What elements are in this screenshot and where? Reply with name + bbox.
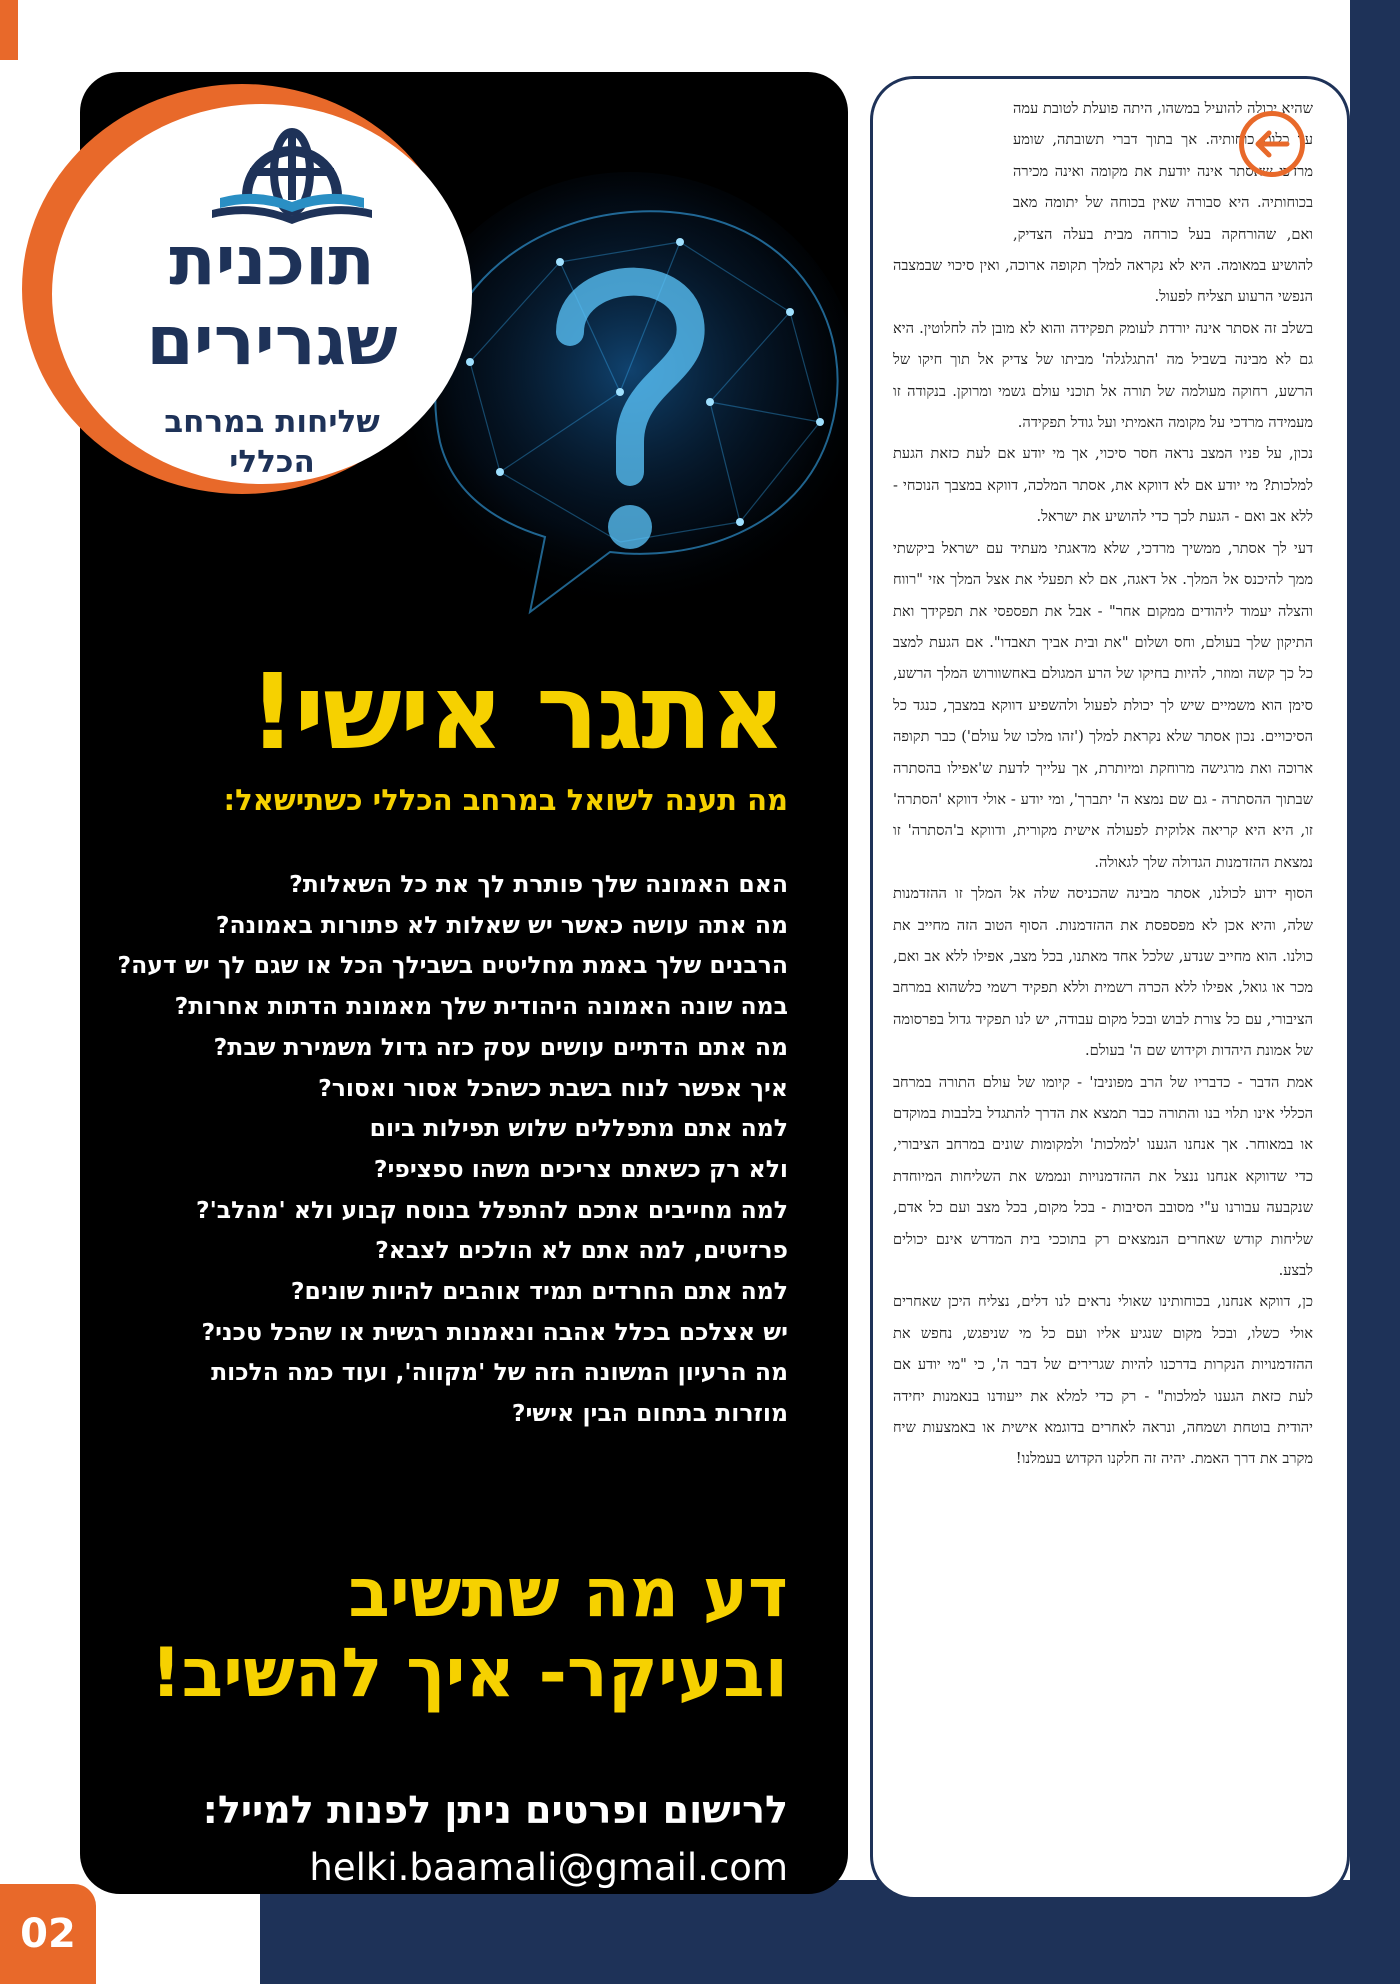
question-item: יש אצלכם בכלל אהבה ונאמנות רגשית או שהכל טכני? xyxy=(201,1317,788,1346)
question-item: מה הרעיון המשונה הזה של 'מקווה', ועוד כמה הלכות xyxy=(211,1358,788,1387)
contact-email-link[interactable]: helki.baamali@gmail.com xyxy=(309,1846,788,1889)
article-paragraph: הסוף ידוע לכולנו, אסתר מבינה שהכניסה שלה אל המלך זו ההזדמנות שלה, והיא אכן לא מפספסת את ההזדמנות. הסוף הטוב הזה מחייב את כולנו. הוא מחייב שנדע, שלכל אחד מאתנו, בכל מצב, אפילו ללא אב ואם, מכר או גואל, אפילו ללא הכרה רשמית וללא תפקיד רשמי כלשהוא במרחב הציבורי, עם כל צורת לבוש ובכל מקום עבודה, יש לנו תפקיד גדול בפרסומה של אמונת היהדות וקידוש שם ה' בעולם. xyxy=(893,885,1313,1060)
question-item: ולא רק כשאתם צריכים משהו ספציפי? xyxy=(373,1154,788,1183)
article-paragraph: כן, דווקא אנחנו, בכוחותינו שאולי נראים לנו דלים, נצליח היכן שאחרים אולי כשלו, ובכל מקום שנגיע אליו ועם כל מי שניפגש, נחפש את ההזדמנויות הנקרות בדרכנו להיות שגרירים של דבר ה', כי "מי יודע אם לעת כזאת הגענו למלכות" - רק כדי למלא את ייעודנו בנאמנות יחידה יהודית בוטחת ושמחה, ונראה לאחרים בדוגמא אישית או באמצעות שיח מקרב את דרך האמת. יהיה זה חלקנו הקדוש בעמלנו! xyxy=(893,1293,1313,1468)
back-button-spacer xyxy=(893,93,1003,221)
logo-subtitle xyxy=(92,402,452,482)
logo-inner-circle xyxy=(52,104,472,484)
navy-side-band xyxy=(1350,0,1400,1984)
cta-line: ובעיקר- איך להשיב! xyxy=(150,1634,788,1713)
arrow-left-icon xyxy=(1254,129,1290,159)
article-paragraph: שהיא יכולה להועיל במשהו, היתה פועלת לטובת עמה עד כלות כוחותיה. אך בתוך דברי תשובתה, שומע מרדכי שאסתר אינה יודעת את מקומה ואינה מכירה בכוחותיה. היא סבורה שאין בכוחה של יתומה מאב ואם, שהורחקה בעל כורחה מבית בעלה הצדיק, להושיע במאומה. היא לא נקראה למלך תקופה ארוכה, ואין סיכוי שבמצבה הנפשי הרעוע תצליח לפעול. xyxy=(893,100,1313,306)
logo-title-line: שגרירים xyxy=(146,302,398,381)
article-paragraph: אמת הדבר - כדבריו של הרב מפוניבז' - קיומו של עולם התורה במרחב הכללי אינו תלוי בנו והתורה כבר תמצא את הדרך להתגדל בלבבות במוקדם או במאוחר. אך אנחנו הגענו 'למלכות' ולמקומות שונים במרחב הציבורי, כדי שדווקא אנחנו ננצל את ההזדמנויות ונממש את השליחות המיוחדת שנקבעה עבורנו ע"י מסובב הסיבות - בכל מקום, בכל מצב ועם כל אדם, שליחות קודש שאחרים הנמצאים רק בתוככי בית המדרש אינם יכולים לבצע. xyxy=(893,1073,1313,1280)
program-logo xyxy=(22,84,462,494)
question-item: פרזיטים, למה אתם לא הולכים לצבא? xyxy=(375,1236,788,1265)
page-number: 02 xyxy=(0,1884,96,1984)
question-item: במה שונה האמונה היהודית שלך מאמונת הדתות אחרות? xyxy=(174,992,788,1021)
question-item: מוזרות בתחום הבין אישי? xyxy=(511,1399,788,1428)
back-button[interactable] xyxy=(1239,111,1305,177)
contact-label: לרישום ופרטים ניתן לפנות למייל: xyxy=(202,1788,788,1832)
article-paragraph: דעי לך אסתר, ממשיך מרדכי, שלא מדאגתי מעתיד עם ישראל ביקשתי ממך להיכנס אל המלך. אל דאגה, אם לא תפעלי את אצל המלך אזי "רווח והצלה יעמוד ליהודים ממקום אחר" - אבל את תפספסי את תפקידך ואת התיקון שלך בעולם, וחס ושלום "את ובית אביך תאבדו". אם הגעת למצב כל כך קשה ומוזר, להיות בחיקו של הרע המגולם באחשוורוש המלך הרשע, סימן הוא משמיים שיש לך יכולת לפעול ולהשפיע דווקא במצבך, כנגד כל הסיכויים. נכון אסתר שלא נקראת למלך ('זהו מלכו של עולם') כבר תקופה ארוכה ואת מרגישה מרוחקת ומיותרת, אך עלייך לדעת ש'אפילו בהסתרה שבתוך ההסתרה - גם שם נמצא ה' יתברך', ומי יודע - אולי דווקא 'הסתרה' זו, היא היא קריאה אלוקית לפעולה אישית מקורית, ודווקא ב'הסתרה' זו נמצאת ההזדמנות הגדולה שלך לגאולה. xyxy=(893,539,1313,871)
ad-headline: אתגר אישי! xyxy=(248,651,784,773)
article-text xyxy=(893,93,1313,1873)
question-item: מה אתם הדתיים עושים עסק כזה גדול משמירת שבת? xyxy=(213,1032,788,1061)
article-paragraph: נכון, על פניו המצב נראה חסר סיכוי, אך מי יודע אם לעת כזאת הגעת למלכות? מי יודע אם לא דווקא את, אסתר המלכה, דווקא במצבך הנוכחי - ללא אב ואם - הגעת לכך כדי להושיע את ישראל. xyxy=(893,445,1313,526)
questions-list xyxy=(88,864,788,1434)
logo-subtitle-line: הכללי xyxy=(229,444,315,480)
question-item: מה אתה עושה כאשר יש שאלות לא פתורות באמונה? xyxy=(215,910,788,939)
orange-corner-accent xyxy=(0,0,18,60)
article-column xyxy=(870,76,1350,1900)
question-item: הרבנים שלך באמת מחליטים בשבילך הכל או שגם לך יש דעה? xyxy=(117,951,788,980)
cta-line: דע מה שתשיב xyxy=(348,1554,788,1633)
logo-title xyxy=(92,222,452,382)
globe-book-icon xyxy=(192,118,392,228)
ad-call-to-action xyxy=(88,1554,788,1714)
question-item: למה אתם החרדים תמיד אוהבים להיות שונים? xyxy=(290,1277,788,1306)
ad-subheadline: מה תענה לשואל במרחב הכללי כשתישאל: xyxy=(223,783,788,817)
logo-subtitle-line: שליחות במרחב xyxy=(164,404,380,440)
article-paragraph: בשלב זה אסתר אינה יורדת לעומק תפקידה והוא לא מובן לה לחלוטין. היא גם לא מבינה בשביל מה 'התגלגלה' מביתו של צדיק אל תוך חיקו של הרשע, רחוקה מעולמה של תורה אל תוכני עולם גשמי ומרוקן. בנקודה זו מעמידה מרדכי על מקומה האמיתי ועל גודל תפקידה. xyxy=(893,319,1313,432)
question-item: למה אתם מתפללים שלוש תפילות ביום xyxy=(369,1114,788,1143)
question-item: איך אפשר לנוח בשבת כשהכל אסור ואסור? xyxy=(318,1073,788,1102)
question-item: האם האמונה שלך פותרת לך את כל השאלות? xyxy=(289,870,788,898)
question-item: למה מחייבים אתכם להתפלל בנוסח קבוע ולא 'מהלב'? xyxy=(195,1195,788,1224)
logo-title-line: תוכנית xyxy=(169,222,375,301)
